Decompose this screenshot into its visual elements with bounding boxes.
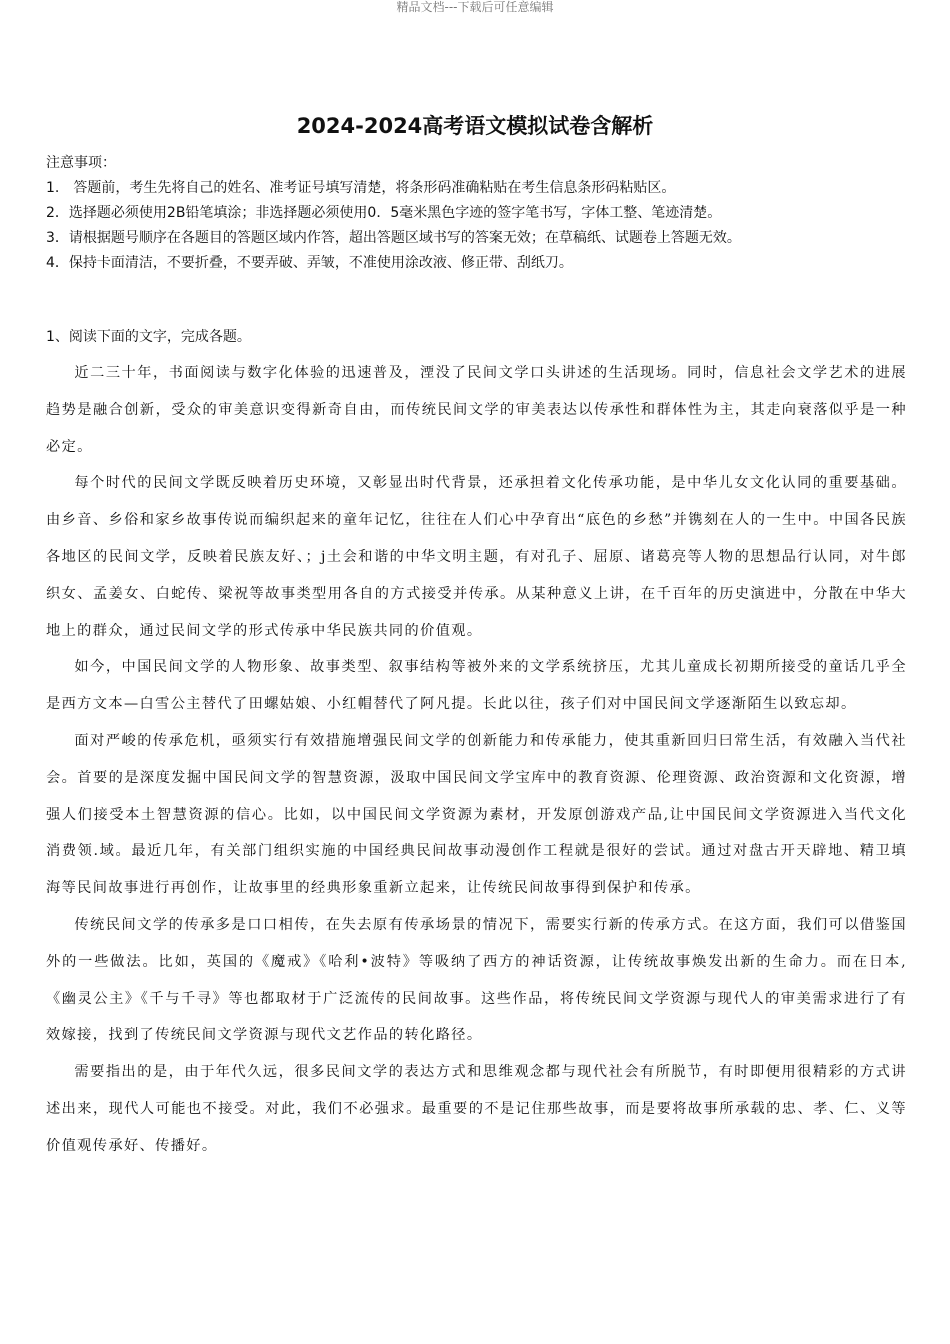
document-title: 2024-2024高考语文模拟试卷含解析 — [296, 114, 654, 138]
header-watermark: 精品文档---下载后可任意编辑 — [396, 0, 554, 14]
notice-item: 4．保持卡面清洁，不要折叠，不要弄破、弄皱，不准使用涂改液、修正带、刮纸刀。 — [46, 255, 573, 271]
passage-paragraph: 需要指出的是，由于年代久远，很多民间文学的表达方式和思维观念都与现代社会有所脱节，有时即便用很精彩的方式讲述出来，现代人可能也不接受。对此，我们不必强求。最重要的不是记住那些故事，而是要将故事所承载的忠、孝、仁、义等价值观传承好、传播好。 — [46, 1064, 907, 1154]
passage-paragraph: 如今，中国民间文学的人物形象、故事类型、叙事结构等被外来的文学系统挤压，尤其儿童成长初期所接受的童话几乎全是西方文本—白雪公主替代了田螺姑娘、小红帽替代了阿凡提。长此以往，孩子们对中国民间文学逐渐陌生以致忘却。 — [46, 659, 907, 713]
passage-paragraph: 面对严峻的传承危机，亟须实行有效措施增强民间文学的创新能力和传承能力，使其重新回归曰常生活，有效融入当代社会。首要的是深度发掘中国民间文学的智慧资源，汲取中国民间文学宝库中的教育资源、伦理资源、政治资源和文化资源，增强人们接受本土智慧资源的信心。比如，以中国民间文学资源为素材，开发原创游戏产品,让中国民间文学资源进入当代文化消费领.域。最近几年，有关部门组织实施的中国经典民间故事动漫创作工程就是很好的尝试。通过对盘古开天辟地、精卫填海等民间故事进行再创作，让故事里的经典形象重新立起来，让传统民间故事得到保护和传承。 — [46, 732, 907, 897]
reading-passage — [46, 355, 907, 1165]
passage-paragraph: 近二三十年，书面阅读与数字化体验的迅速普及，湮没了民间文学口头讲述的生活现场。同时，信息社会文学艺术的进展趋势是融合创新，受众的审美意识变得新奇自由，而传统民间文学的审美表达以传承性和群体性为主，其走向衰落似乎是一种必定。 — [46, 365, 907, 455]
notice-heading: 注意事项： — [46, 155, 116, 171]
notice-section — [46, 151, 926, 276]
notice-item: 3．请根据题号顺序在各题目的答题区域内作答，超出答题区域书写的答案无效；在草稿纸、试题卷上答题无效。 — [46, 230, 741, 246]
notice-item: 2．选择题必须使用2B铅笔填涂；非选择题必须使用0．5毫米黑色字迹的签字笔书写，字体工整、笔迹清楚。 — [46, 205, 722, 221]
passage-paragraph: 每个时代的民间文学既反映着历史环境，又彰显出时代背景，还承担着文化传承功能，是中华儿女文化认同的重要基础。由乡音、乡俗和家乡故事传说而编织起来的童年记忆，往往在人们心中孕育出“底色的乡愁”并镌刻在人的一生中。中国各民族各地区的民间文学，反映着民族友好、；j土会和谐的中华文明主题，有对孔子、屈原、诸葛亮等人物的思想品行认同，对牛郎织女、孟姜女、白蛇传、梁祝等故事类型用各自的方式接受并传承。从某种意义上讲，在千百年的历史演进中，分散在中华大地上的群众，通过民间文学的形式传承中华民族共同的价值观。 — [46, 475, 907, 639]
question-prompt: 1、阅读下面的文字，完成各题。 — [46, 329, 251, 345]
passage-paragraph: 传统民间文学的传承多是口口相传，在失去原有传承场景的情况下，需要实行新的传承方式。在这方面，我们可以借鉴国外的一些做法。比如，英国的《魔戒》《哈利•波特》等吸纳了西方的神话资源，让传统故事焕发出新的生命力。而在日本,《幽灵公主》《千与千寻》等也都取材于广泛流传的民间故事。这些作品，将传统民间文学资源与现代人的审美需求进行了有效嫁接，找到了传统民间文学资源与现代文艺作品的转化路径。 — [46, 916, 907, 1044]
notice-item: 1. 答题前，考生先将自己的姓名、准考证号填写清楚，将条形码准确粘贴在考生信息条形码粘贴区。 — [46, 180, 676, 196]
